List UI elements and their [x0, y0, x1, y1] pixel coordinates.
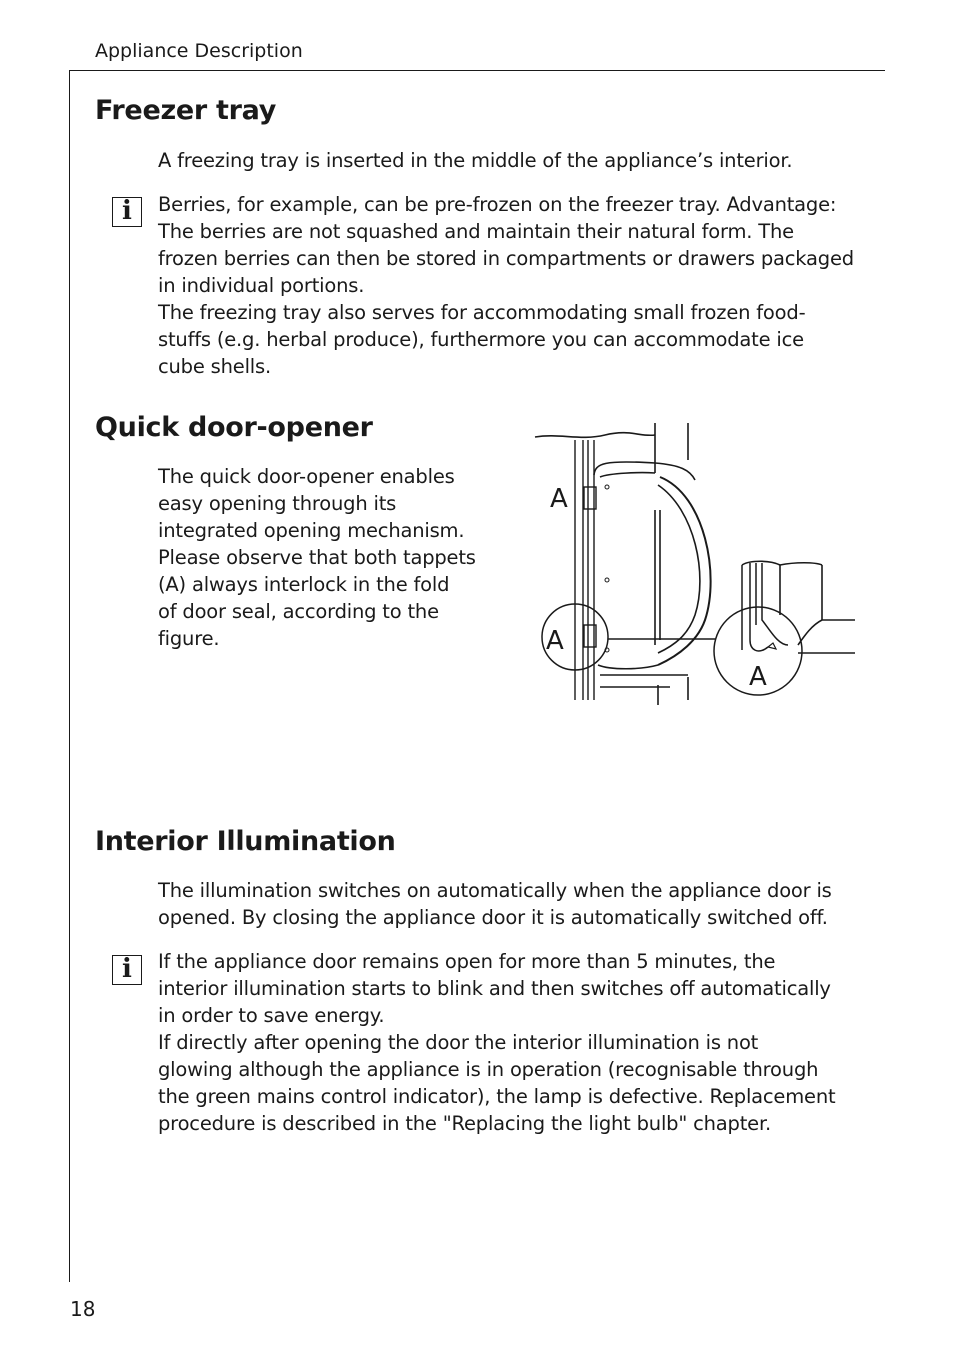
header-rule [69, 70, 885, 71]
door-body [594, 462, 695, 480]
note-line: stuffs (e.g. herbal produce), furthermore you can accommodate ice [158, 328, 804, 351]
body-line: of door seal, according to the [158, 600, 439, 623]
note-line: frozen berries can then be stored in compartments or drawers packaged [158, 247, 854, 270]
note-line: glowing although the appliance is in operation (recognisable through [158, 1058, 819, 1081]
body-line: Please observe that both tappets [158, 546, 476, 569]
interior-illumination-note [158, 948, 835, 1137]
body-line: The quick door-opener enables [158, 465, 455, 488]
body-line: (A) always interlock in the fold [158, 573, 450, 596]
note-line: procedure is described in the "Replacing the light bulb" chapter. [158, 1112, 771, 1135]
page-number: 18 [70, 1297, 96, 1321]
door-handle [658, 477, 711, 665]
quick-door-opener-text [158, 463, 476, 652]
quick-door-opener-heading: Quick door-opener [95, 412, 373, 443]
note-line: If the appliance door remains open for more than 5 minutes, the [158, 950, 776, 973]
note-line: in order to save energy. [158, 1004, 385, 1027]
note-line: cube shells. [158, 355, 271, 378]
margin-rule [69, 70, 70, 1282]
body-line: easy opening through its [158, 492, 397, 515]
note-line: If directly after opening the door the interior illumination is not [158, 1031, 759, 1054]
cabinet-top-edge [535, 433, 655, 438]
freezer-tray-heading: Freezer tray [95, 95, 277, 126]
note-line: The berries are not squashed and maintain their natural form. The [158, 220, 794, 243]
tappet-label-detail: A [749, 662, 767, 692]
freezer-tray-note [158, 191, 854, 380]
interior-illumination-heading: Interior Illumination [95, 826, 396, 857]
note-line: Berries, for example, can be pre-frozen on the freezer tray. Advantage: [158, 193, 837, 216]
body-line: integrated opening mechanism. [158, 519, 465, 542]
tappet-label-bottom: A [546, 626, 564, 656]
tappet-label-top: A [550, 484, 568, 514]
info-i-icon: i [112, 955, 142, 985]
note-line: the green mains control indicator), the lamp is defective. Replacement [158, 1085, 836, 1108]
info-i-icon: i [112, 197, 142, 227]
freezer-tray-intro: A freezing tray is inserted in the middle of the appliance’s interior. [158, 149, 793, 172]
cabinet-side [575, 440, 594, 700]
intro-line: opened. By closing the appliance door it is automatically switched off. [158, 906, 828, 929]
interior-illumination-intro [158, 877, 832, 931]
note-line: in individual portions. [158, 274, 365, 297]
running-header: Appliance Description [95, 40, 303, 62]
note-line: interior illumination starts to blink and then switches off automatically [158, 977, 831, 1000]
door-opener-diagram [530, 415, 860, 705]
body-line: figure. [158, 627, 220, 650]
note-line: The freezing tray also serves for accommodating small frozen food- [158, 301, 806, 324]
intro-line: The illumination switches on automatically when the appliance door is [158, 879, 832, 902]
